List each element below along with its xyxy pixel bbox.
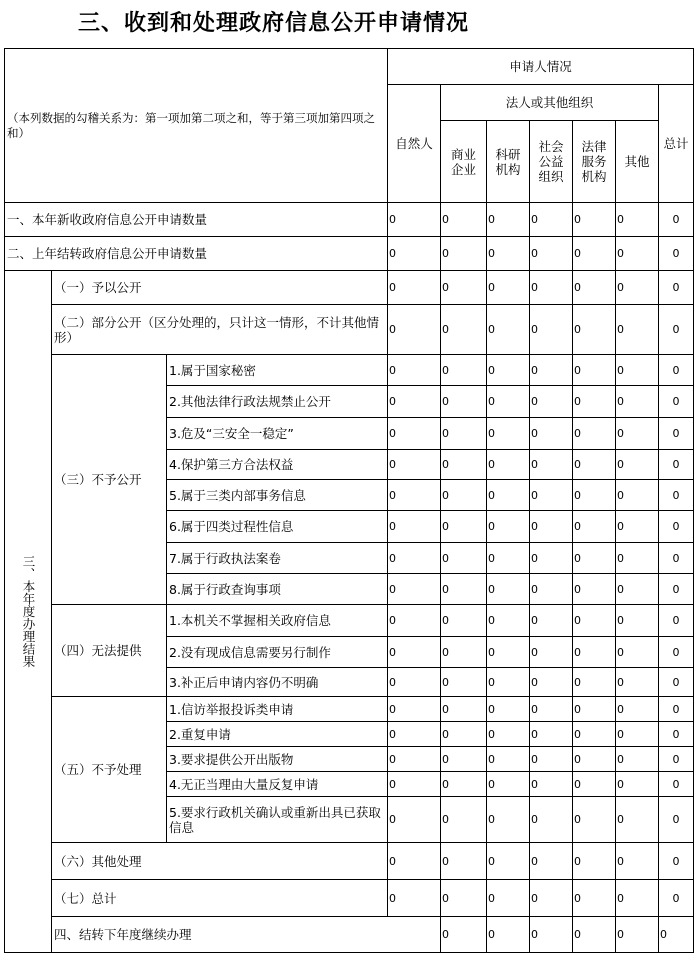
header-social: 社会公益组织 [530, 121, 573, 203]
value-cell: 0 [616, 697, 659, 722]
value-cell: 0 [530, 668, 573, 697]
sub-row-label: 4.保护第三方合法权益 [167, 450, 388, 480]
value-cell: 0 [573, 203, 616, 237]
value-cell: 0 [388, 418, 441, 450]
value-cell: 0 [487, 355, 530, 386]
value-cell: 0 [487, 305, 530, 355]
value-cell: 0 [441, 450, 487, 480]
value-cell: 0 [530, 917, 573, 953]
value-cell: 0 [388, 271, 441, 305]
sub-row-label: 1.本机关不掌握相关政府信息 [167, 605, 388, 637]
value-cell: 0 [487, 843, 530, 880]
value-cell: 0 [616, 917, 659, 953]
value-cell: 0 [530, 480, 573, 511]
sub-row-label: 3.要求提供公开出版物 [167, 747, 388, 772]
value-cell: 0 [573, 237, 616, 271]
value-cell: 0 [441, 543, 487, 574]
value-cell: 0 [388, 772, 441, 797]
value-cell: 0 [530, 203, 573, 237]
value-cell: 0 [487, 697, 530, 722]
value-cell: 0 [573, 450, 616, 480]
value-cell: 0 [659, 747, 694, 772]
value-cell: 0 [388, 697, 441, 722]
value-cell: 0 [616, 480, 659, 511]
value-cell: 0 [441, 797, 487, 843]
value-cell: 0 [441, 697, 487, 722]
value-cell: 0 [388, 797, 441, 843]
value-cell: 0 [659, 203, 694, 237]
value-cell: 0 [530, 843, 573, 880]
value-cell: 0 [388, 237, 441, 271]
value-cell: 0 [388, 305, 441, 355]
header-business: 商业企业 [441, 121, 487, 203]
statistics-table [4, 48, 694, 953]
value-cell: 0 [573, 797, 616, 843]
value-cell: 0 [659, 843, 694, 880]
value-cell: 0 [616, 511, 659, 543]
sub-row-label: 5.属于三类内部事务信息 [167, 480, 388, 511]
value-cell: 0 [573, 917, 616, 953]
value-cell: 0 [441, 843, 487, 880]
value-cell: 0 [441, 605, 487, 637]
value-cell: 0 [573, 697, 616, 722]
value-cell: 0 [573, 668, 616, 697]
header-total: 总计 [659, 85, 694, 203]
value-cell: 0 [616, 203, 659, 237]
value-cell: 0 [573, 747, 616, 772]
sub-row-label: 8.属于行政查询事项 [167, 574, 388, 605]
value-cell: 0 [487, 418, 530, 450]
value-cell: 0 [441, 637, 487, 668]
value-cell: 0 [616, 574, 659, 605]
value-cell: 0 [487, 797, 530, 843]
value-cell: 0 [616, 305, 659, 355]
value-cell: 0 [659, 237, 694, 271]
sub-row-label: 2.重复申请 [167, 722, 388, 747]
sub-row-label: 1.信访举报投诉类申请 [167, 697, 388, 722]
row-label: （七）总计 [52, 880, 388, 917]
value-cell: 0 [530, 797, 573, 843]
value-cell: 0 [530, 418, 573, 450]
value-cell: 0 [530, 747, 573, 772]
value-cell: 0 [530, 574, 573, 605]
section-three-text: 三、本年度办理结果 [21, 555, 36, 668]
value-cell: 0 [441, 722, 487, 747]
value-cell: 0 [616, 843, 659, 880]
value-cell: 0 [530, 386, 573, 418]
value-cell: 0 [659, 418, 694, 450]
value-cell: 0 [388, 450, 441, 480]
value-cell: 0 [659, 511, 694, 543]
value-cell: 0 [616, 450, 659, 480]
value-cell: 0 [573, 511, 616, 543]
value-cell: 0 [573, 843, 616, 880]
value-cell: 0 [441, 668, 487, 697]
value-cell: 0 [441, 203, 487, 237]
value-cell: 0 [659, 355, 694, 386]
group-label: （三）不予公开 [52, 355, 167, 605]
header-natural-person: 自然人 [388, 85, 441, 203]
sub-row-label: 4.无正当理由大量反复申请 [167, 772, 388, 797]
value-cell: 0 [659, 637, 694, 668]
value-cell: 0 [616, 386, 659, 418]
sub-row-label: 7.属于行政执法案卷 [167, 543, 388, 574]
value-cell: 0 [573, 605, 616, 637]
value-cell: 0 [573, 386, 616, 418]
value-cell: 0 [388, 747, 441, 772]
sub-row-label: 2.其他法律行政法规禁止公开 [167, 386, 388, 418]
value-cell: 0 [441, 480, 487, 511]
value-cell: 0 [487, 668, 530, 697]
value-cell: 0 [659, 574, 694, 605]
value-cell: 0 [441, 880, 487, 917]
value-cell: 0 [573, 772, 616, 797]
value-cell: 0 [441, 418, 487, 450]
value-cell: 0 [659, 917, 694, 953]
value-cell: 0 [659, 386, 694, 418]
value-cell: 0 [530, 355, 573, 386]
value-cell: 0 [530, 722, 573, 747]
value-cell: 0 [573, 305, 616, 355]
sub-row-label: 5.要求行政机关确认或重新出具已获取信息 [167, 797, 388, 843]
value-cell: 0 [441, 386, 487, 418]
value-cell: 0 [487, 880, 530, 917]
value-cell: 0 [530, 772, 573, 797]
row-label: 四、结转下年度继续办理 [52, 917, 441, 953]
value-cell: 0 [487, 480, 530, 511]
value-cell: 0 [616, 880, 659, 917]
value-cell: 0 [616, 668, 659, 697]
value-cell: 0 [616, 543, 659, 574]
value-cell: 0 [530, 305, 573, 355]
value-cell: 0 [659, 305, 694, 355]
value-cell: 0 [487, 511, 530, 543]
header-legal-group: 法人或其他组织 [441, 85, 659, 121]
value-cell: 0 [530, 450, 573, 480]
value-cell: 0 [441, 917, 487, 953]
value-cell: 0 [659, 480, 694, 511]
value-cell: 0 [441, 574, 487, 605]
value-cell: 0 [659, 271, 694, 305]
value-cell: 0 [659, 697, 694, 722]
row-label: 一、本年新收政府信息公开申请数量 [5, 203, 388, 237]
value-cell: 0 [388, 480, 441, 511]
value-cell: 0 [487, 237, 530, 271]
row-label: （二）部分公开（区分处理的，只计这一情形，不计其他情形） [52, 305, 388, 355]
value-cell: 0 [441, 237, 487, 271]
row-label: （六）其他处理 [52, 843, 388, 880]
header-research: 科研机构 [487, 121, 530, 203]
value-cell: 0 [487, 386, 530, 418]
row-label: 二、上年结转政府信息公开申请数量 [5, 237, 388, 271]
value-cell: 0 [573, 880, 616, 917]
value-cell: 0 [487, 203, 530, 237]
header-other: 其他 [616, 121, 659, 203]
value-cell: 0 [388, 843, 441, 880]
header-applicant: 申请人情况 [388, 49, 694, 85]
value-cell: 0 [487, 543, 530, 574]
value-cell: 0 [388, 637, 441, 668]
value-cell: 0 [487, 271, 530, 305]
value-cell: 0 [616, 797, 659, 843]
value-cell: 0 [388, 574, 441, 605]
group-label: （五）不予处理 [52, 697, 167, 843]
section-three-label [5, 271, 52, 953]
value-cell: 0 [487, 722, 530, 747]
value-cell: 0 [388, 355, 441, 386]
value-cell: 0 [616, 605, 659, 637]
value-cell: 0 [573, 574, 616, 605]
value-cell: 0 [659, 880, 694, 917]
value-cell: 0 [573, 355, 616, 386]
value-cell: 0 [530, 543, 573, 574]
value-cell: 0 [487, 637, 530, 668]
sub-row-label: 3.补正后申请内容仍不明确 [167, 668, 388, 697]
value-cell: 0 [616, 418, 659, 450]
sub-row-label: 1.属于国家秘密 [167, 355, 388, 386]
value-cell: 0 [441, 355, 487, 386]
value-cell: 0 [573, 418, 616, 450]
value-cell: 0 [487, 772, 530, 797]
value-cell: 0 [487, 917, 530, 953]
value-cell: 0 [388, 605, 441, 637]
value-cell: 0 [659, 772, 694, 797]
value-cell: 0 [441, 511, 487, 543]
sub-row-label: 3.危及“三安全一稳定” [167, 418, 388, 450]
value-cell: 0 [388, 511, 441, 543]
value-cell: 0 [388, 722, 441, 747]
value-cell: 0 [659, 450, 694, 480]
header-note: （本列数据的勾稽关系为：第一项加第二项之和，等于第三项加第四项之和） [5, 49, 388, 203]
value-cell: 0 [530, 880, 573, 917]
header-legal-service: 法律服务机构 [573, 121, 616, 203]
value-cell: 0 [616, 271, 659, 305]
value-cell: 0 [616, 722, 659, 747]
value-cell: 0 [616, 772, 659, 797]
value-cell: 0 [659, 797, 694, 843]
value-cell: 0 [388, 386, 441, 418]
value-cell: 0 [659, 668, 694, 697]
value-cell: 0 [573, 543, 616, 574]
group-label: （四）无法提供 [52, 605, 167, 697]
row-label: （一）予以公开 [52, 271, 388, 305]
value-cell: 0 [441, 747, 487, 772]
value-cell: 0 [487, 747, 530, 772]
value-cell: 0 [388, 203, 441, 237]
value-cell: 0 [573, 480, 616, 511]
value-cell: 0 [573, 637, 616, 668]
value-cell: 0 [487, 574, 530, 605]
value-cell: 0 [487, 450, 530, 480]
value-cell: 0 [441, 772, 487, 797]
sub-row-label: 6.属于四类过程性信息 [167, 511, 388, 543]
value-cell: 0 [388, 668, 441, 697]
value-cell: 0 [441, 271, 487, 305]
page-title: 三、收到和处理政府信息公开申请情况 [78, 11, 470, 36]
value-cell: 0 [530, 637, 573, 668]
value-cell: 0 [573, 271, 616, 305]
value-cell: 0 [388, 543, 441, 574]
value-cell: 0 [616, 747, 659, 772]
value-cell: 0 [530, 271, 573, 305]
value-cell: 0 [659, 543, 694, 574]
value-cell: 0 [388, 880, 441, 917]
value-cell: 0 [616, 637, 659, 668]
value-cell: 0 [659, 605, 694, 637]
sub-row-label: 2.没有现成信息需要另行制作 [167, 637, 388, 668]
value-cell: 0 [441, 305, 487, 355]
value-cell: 0 [530, 697, 573, 722]
value-cell: 0 [530, 605, 573, 637]
value-cell: 0 [616, 355, 659, 386]
value-cell: 0 [487, 605, 530, 637]
value-cell: 0 [530, 511, 573, 543]
value-cell: 0 [530, 237, 573, 271]
value-cell: 0 [659, 722, 694, 747]
value-cell: 0 [573, 722, 616, 747]
value-cell: 0 [616, 237, 659, 271]
